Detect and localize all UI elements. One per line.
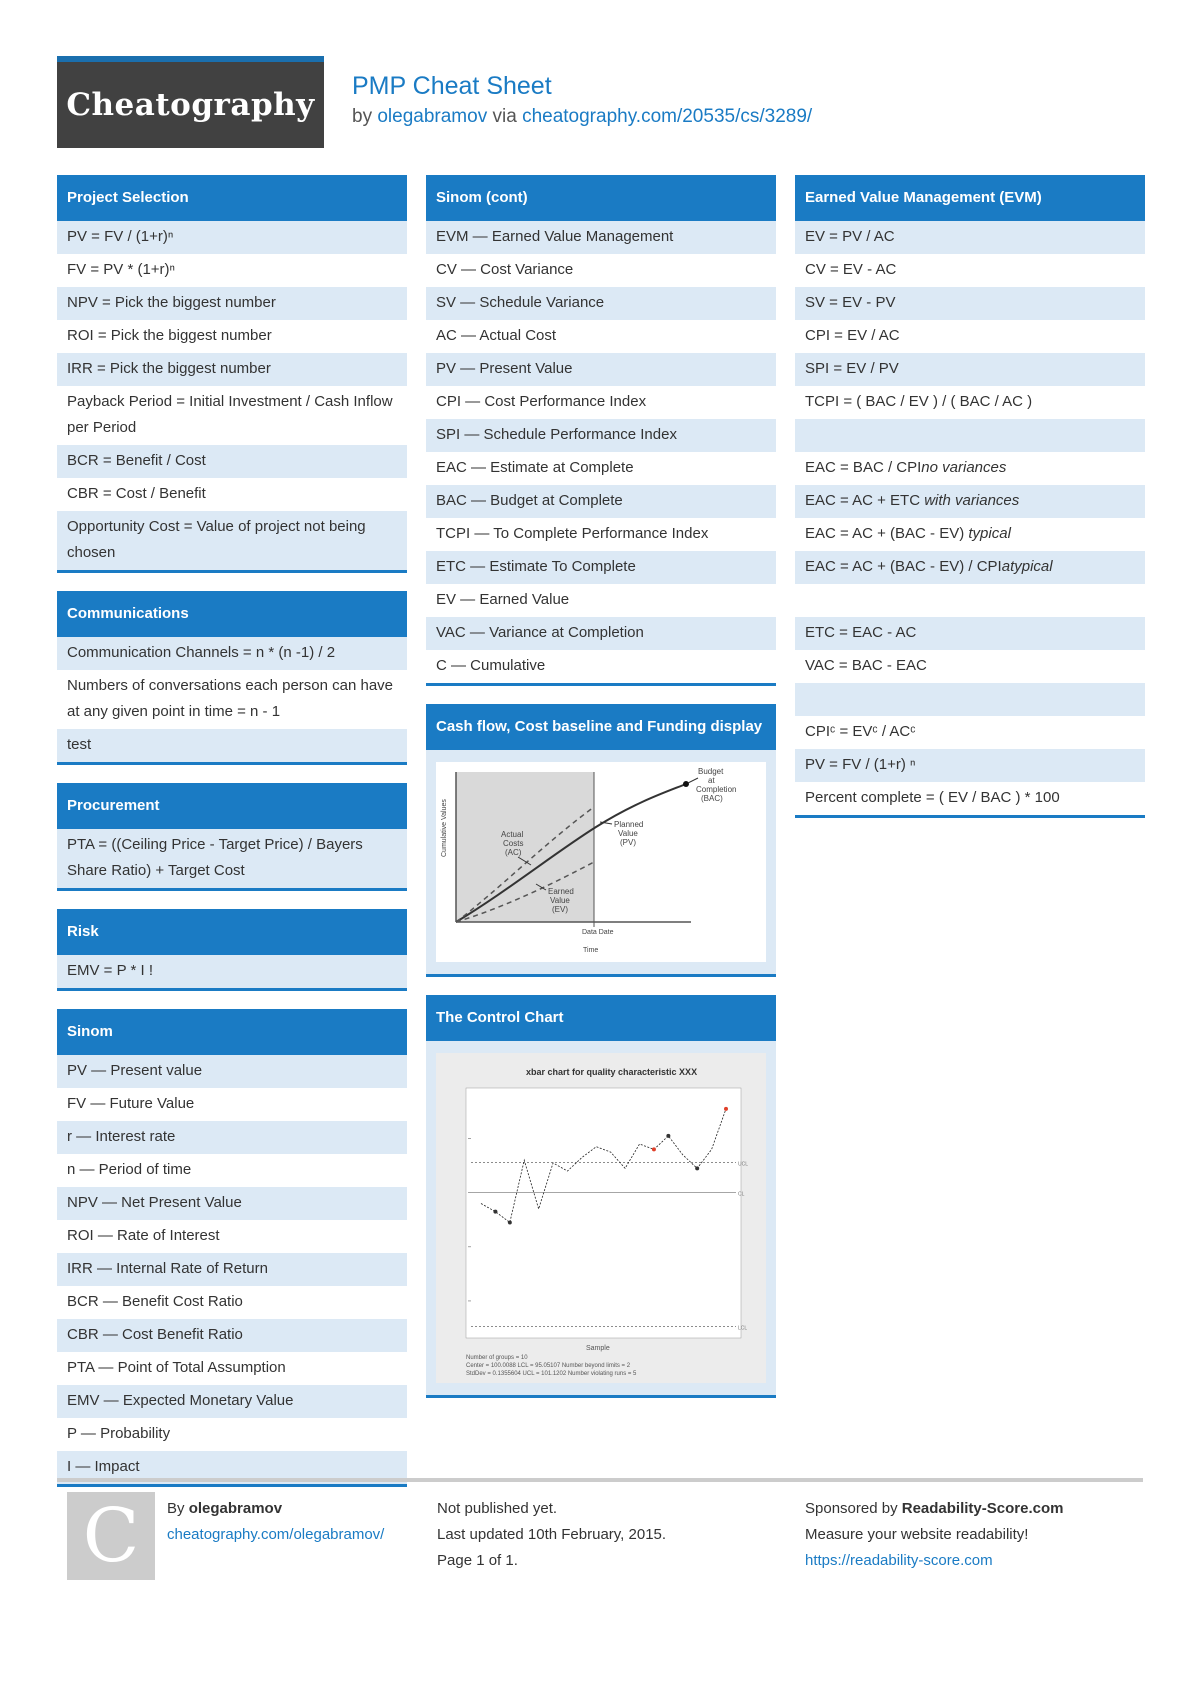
- section-title: Communications: [57, 591, 407, 637]
- list-item: ROI — Rate of Interest: [57, 1220, 407, 1253]
- list-item: BAC — Budget at Complete: [426, 485, 776, 518]
- limit-label: LCL: [738, 1325, 748, 1332]
- formula-text: VAC = BAC - EAC: [805, 657, 927, 674]
- column-1: [57, 175, 407, 1505]
- cashflow-box: [426, 704, 776, 977]
- list-item: Numbers of conversations each person can have at any given point in time = n - 1: [57, 670, 407, 729]
- list-item: CV — Cost Variance: [426, 254, 776, 287]
- section-title: Sinom: [57, 1009, 407, 1055]
- page-title: PMP Cheat Sheet: [352, 72, 552, 100]
- list-item: [795, 650, 1145, 683]
- formula-text: CPIᶜ = EVᶜ / ACᶜ: [805, 723, 916, 740]
- list-item: n — Period of time: [57, 1154, 407, 1187]
- data-point: [724, 1107, 728, 1111]
- list-item: EMV — Expected Monetary Value: [57, 1385, 407, 1418]
- control-chart-image-row: [426, 1041, 776, 1395]
- formula-note: typical: [968, 525, 1011, 542]
- last-updated: Last updated 10th February, 2015.: [437, 1526, 667, 1543]
- control-chart-footer: Center = 100.0088 LCL = 95.05107 Number beyond limits = 2: [466, 1363, 631, 1369]
- formula-text: SV = EV - PV: [805, 294, 896, 311]
- ac-label: Actual: [501, 830, 524, 839]
- via-label: via: [492, 106, 517, 127]
- section-title: The Control Chart: [426, 995, 776, 1041]
- bac-label: (BAC): [701, 794, 723, 803]
- list-item: [795, 485, 1145, 518]
- data-point: [508, 1220, 512, 1224]
- formula-text: SPI = EV / PV: [805, 360, 899, 377]
- sponsor-link[interactable]: https://readability-score.com: [805, 1552, 993, 1569]
- sinom-cont-box: [426, 175, 776, 686]
- list-item: [795, 419, 1145, 452]
- list-item: Opportunity Cost = Value of project not being chosen: [57, 511, 407, 570]
- risk-box: [57, 909, 407, 991]
- communications-box: [57, 591, 407, 765]
- list-item: Payback Period = Initial Investment / Cash Inflow per Period: [57, 386, 407, 445]
- formula-text: PV = FV / (1+r) ⁿ: [805, 756, 916, 773]
- list-item: SV — Schedule Variance: [426, 287, 776, 320]
- formula-text: EAC = AC + ETC: [805, 492, 925, 509]
- row-list: [57, 637, 407, 762]
- byline: [352, 106, 812, 128]
- list-item: BCR — Benefit Cost Ratio: [57, 1286, 407, 1319]
- list-item: [795, 518, 1145, 551]
- formula-text: EV = PV / AC: [805, 228, 895, 245]
- list-item: test: [57, 729, 407, 762]
- control-chart-title: xbar chart for quality characteristic XXX: [526, 1067, 698, 1077]
- by-label: by: [352, 106, 373, 127]
- list-item: FV — Future Value: [57, 1088, 407, 1121]
- formula-text: EAC = AC + (BAC - EV) / CPI: [805, 558, 1002, 575]
- section-title: Procurement: [57, 783, 407, 829]
- list-item: Communication Channels = n * (n -1) / 2: [57, 637, 407, 670]
- footer-author-link[interactable]: cheatography.com/olegabramov/: [167, 1526, 385, 1543]
- by-label: By: [167, 1500, 185, 1517]
- list-item: I — Impact: [57, 1451, 407, 1484]
- list-item: [795, 716, 1145, 749]
- row-list: [57, 1055, 407, 1484]
- list-item: AC — Actual Cost: [426, 320, 776, 353]
- list-item: [795, 320, 1145, 353]
- x-axis-label: Time: [583, 947, 599, 954]
- list-item: VAC — Variance at Completion: [426, 617, 776, 650]
- list-item: EV — Earned Value: [426, 584, 776, 617]
- cashflow-diagram: [436, 762, 766, 962]
- section-title: Sinom (cont): [426, 175, 776, 221]
- logo-text: Cheatography: [66, 87, 315, 123]
- bac-label: Completion: [696, 785, 737, 794]
- sponsor-label: Sponsored by: [805, 1500, 898, 1517]
- row-list: [426, 221, 776, 683]
- list-item: ETC — Estimate To Complete: [426, 551, 776, 584]
- list-item: [795, 353, 1145, 386]
- list-item: NPV = Pick the biggest number: [57, 287, 407, 320]
- row-list: [57, 955, 407, 988]
- list-item: TCPI — To Complete Performance Index: [426, 518, 776, 551]
- formula-text: ETC = EAC - AC: [805, 624, 917, 641]
- control-chart-footer: Number of groups = 10: [466, 1355, 528, 1361]
- section-title: Risk: [57, 909, 407, 955]
- formula-text: EAC = BAC / CPI: [805, 459, 922, 476]
- list-item: CBR = Cost / Benefit: [57, 478, 407, 511]
- formula-note: with variances: [924, 492, 1020, 509]
- list-item: [795, 584, 1145, 617]
- ev-label: Earned: [548, 887, 574, 896]
- author-avatar[interactable]: [67, 1492, 155, 1580]
- formula-note: no variances: [921, 459, 1007, 476]
- list-item: [795, 617, 1145, 650]
- list-item: r — Interest rate: [57, 1121, 407, 1154]
- formula-text: EAC = AC + (BAC - EV): [805, 525, 969, 542]
- list-item: [795, 749, 1145, 782]
- limit-label: UCL: [738, 1161, 749, 1168]
- list-item: IRR = Pick the biggest number: [57, 353, 407, 386]
- sheet-url-link[interactable]: cheatography.com/20535/cs/3289/: [522, 106, 813, 127]
- section-title: Earned Value Management (EVM): [795, 175, 1145, 221]
- data-point: [493, 1210, 497, 1214]
- formula-text: Percent complete = ( EV / BAC ) * 100: [805, 789, 1060, 806]
- list-item: C — Cumulative: [426, 650, 776, 683]
- list-item: EVM — Earned Value Management: [426, 221, 776, 254]
- control-chart-footer: StdDev = 0.1355604 UCL = 101.1202 Number violating runs = 5: [466, 1371, 637, 1377]
- y-axis-label: Cumulative Values: [441, 799, 448, 857]
- sponsor-tagline: Measure your website readability!: [805, 1526, 1029, 1543]
- limit-label: CL: [738, 1191, 745, 1198]
- list-item: [795, 782, 1145, 815]
- data-date-label: Data Date: [582, 929, 614, 936]
- bac-label: at: [708, 776, 715, 785]
- formula-note: atypical: [1001, 558, 1053, 575]
- list-item: [795, 551, 1145, 584]
- procurement-box: [57, 783, 407, 891]
- list-item: [795, 254, 1145, 287]
- ev-label: Value: [550, 896, 570, 905]
- list-item: PTA = ((Ceiling Price - Target Price) / Bayers Share Ratio) + Target Cost: [57, 829, 407, 888]
- list-item: [795, 452, 1145, 485]
- data-point: [666, 1134, 670, 1138]
- list-item: [795, 287, 1145, 320]
- avatar-letter: C: [82, 1493, 140, 1579]
- cashflow-image-row: [426, 750, 776, 974]
- footer-author: [167, 1496, 384, 1548]
- list-item: ROI = Pick the biggest number: [57, 320, 407, 353]
- publish-status: Not published yet.: [437, 1500, 558, 1517]
- pv-label: Value: [618, 829, 638, 838]
- formula-text: TCPI = ( BAC / EV ) / ( BAC / AC ): [805, 393, 1033, 410]
- list-item: PV — Present Value: [426, 353, 776, 386]
- ev-label: (EV): [552, 905, 568, 914]
- list-item: BCR = Benefit / Cost: [57, 445, 407, 478]
- footer-author-name: olegabramov: [188, 1500, 283, 1517]
- list-item: CPI — Cost Performance Index: [426, 386, 776, 419]
- formula-text: CPI = EV / AC: [805, 327, 900, 344]
- list-item: [795, 221, 1145, 254]
- section-title: Project Selection: [57, 175, 407, 221]
- formula-text: CV = EV - AC: [805, 261, 897, 278]
- cheatography-logo[interactable]: [57, 56, 324, 148]
- evm-list: [795, 221, 1145, 815]
- list-item: FV = PV * (1+r)ⁿ: [57, 254, 407, 287]
- author-link[interactable]: olegabramov: [377, 106, 488, 127]
- list-item: CBR — Cost Benefit Ratio: [57, 1319, 407, 1352]
- pv-label: Planned: [614, 820, 644, 829]
- list-item: SPI — Schedule Performance Index: [426, 419, 776, 452]
- row-list: [57, 829, 407, 888]
- ac-label: Costs: [503, 839, 524, 848]
- list-item: EAC — Estimate at Complete: [426, 452, 776, 485]
- list-item: PV — Present value: [57, 1055, 407, 1088]
- data-point: [695, 1166, 699, 1170]
- control-chart-x-label: Sample: [586, 1345, 610, 1352]
- control-chart: [436, 1053, 766, 1383]
- footer: [57, 1478, 1143, 1579]
- list-item: PV = FV / (1+r)ⁿ: [57, 221, 407, 254]
- row-list: [57, 221, 407, 570]
- footer-meta: [437, 1496, 666, 1574]
- list-item: P — Probability: [57, 1418, 407, 1451]
- pv-label: (PV): [620, 838, 636, 847]
- control-chart-box: [426, 995, 776, 1398]
- sinom-box: [57, 1009, 407, 1487]
- sponsor-name: Readability-Score.com: [901, 1500, 1064, 1517]
- column-2: [426, 175, 776, 1416]
- project-selection-box: [57, 175, 407, 573]
- ac-label: (AC): [505, 848, 522, 857]
- list-item: [795, 683, 1145, 716]
- footer-sponsor: [805, 1496, 1063, 1574]
- column-3: [795, 175, 1145, 836]
- list-item: [795, 386, 1145, 419]
- list-item: EMV = P * I !: [57, 955, 407, 988]
- list-item: NPV — Net Present Value: [57, 1187, 407, 1220]
- data-point: [652, 1147, 656, 1151]
- page-number: Page 1 of 1.: [437, 1552, 518, 1569]
- list-item: PTA — Point of Total Assumption: [57, 1352, 407, 1385]
- section-title: Cash flow, Cost baseline and Funding display: [426, 704, 776, 750]
- bac-label: Budget: [698, 767, 724, 776]
- list-item: IRR — Internal Rate of Return: [57, 1253, 407, 1286]
- evm-box: [795, 175, 1145, 818]
